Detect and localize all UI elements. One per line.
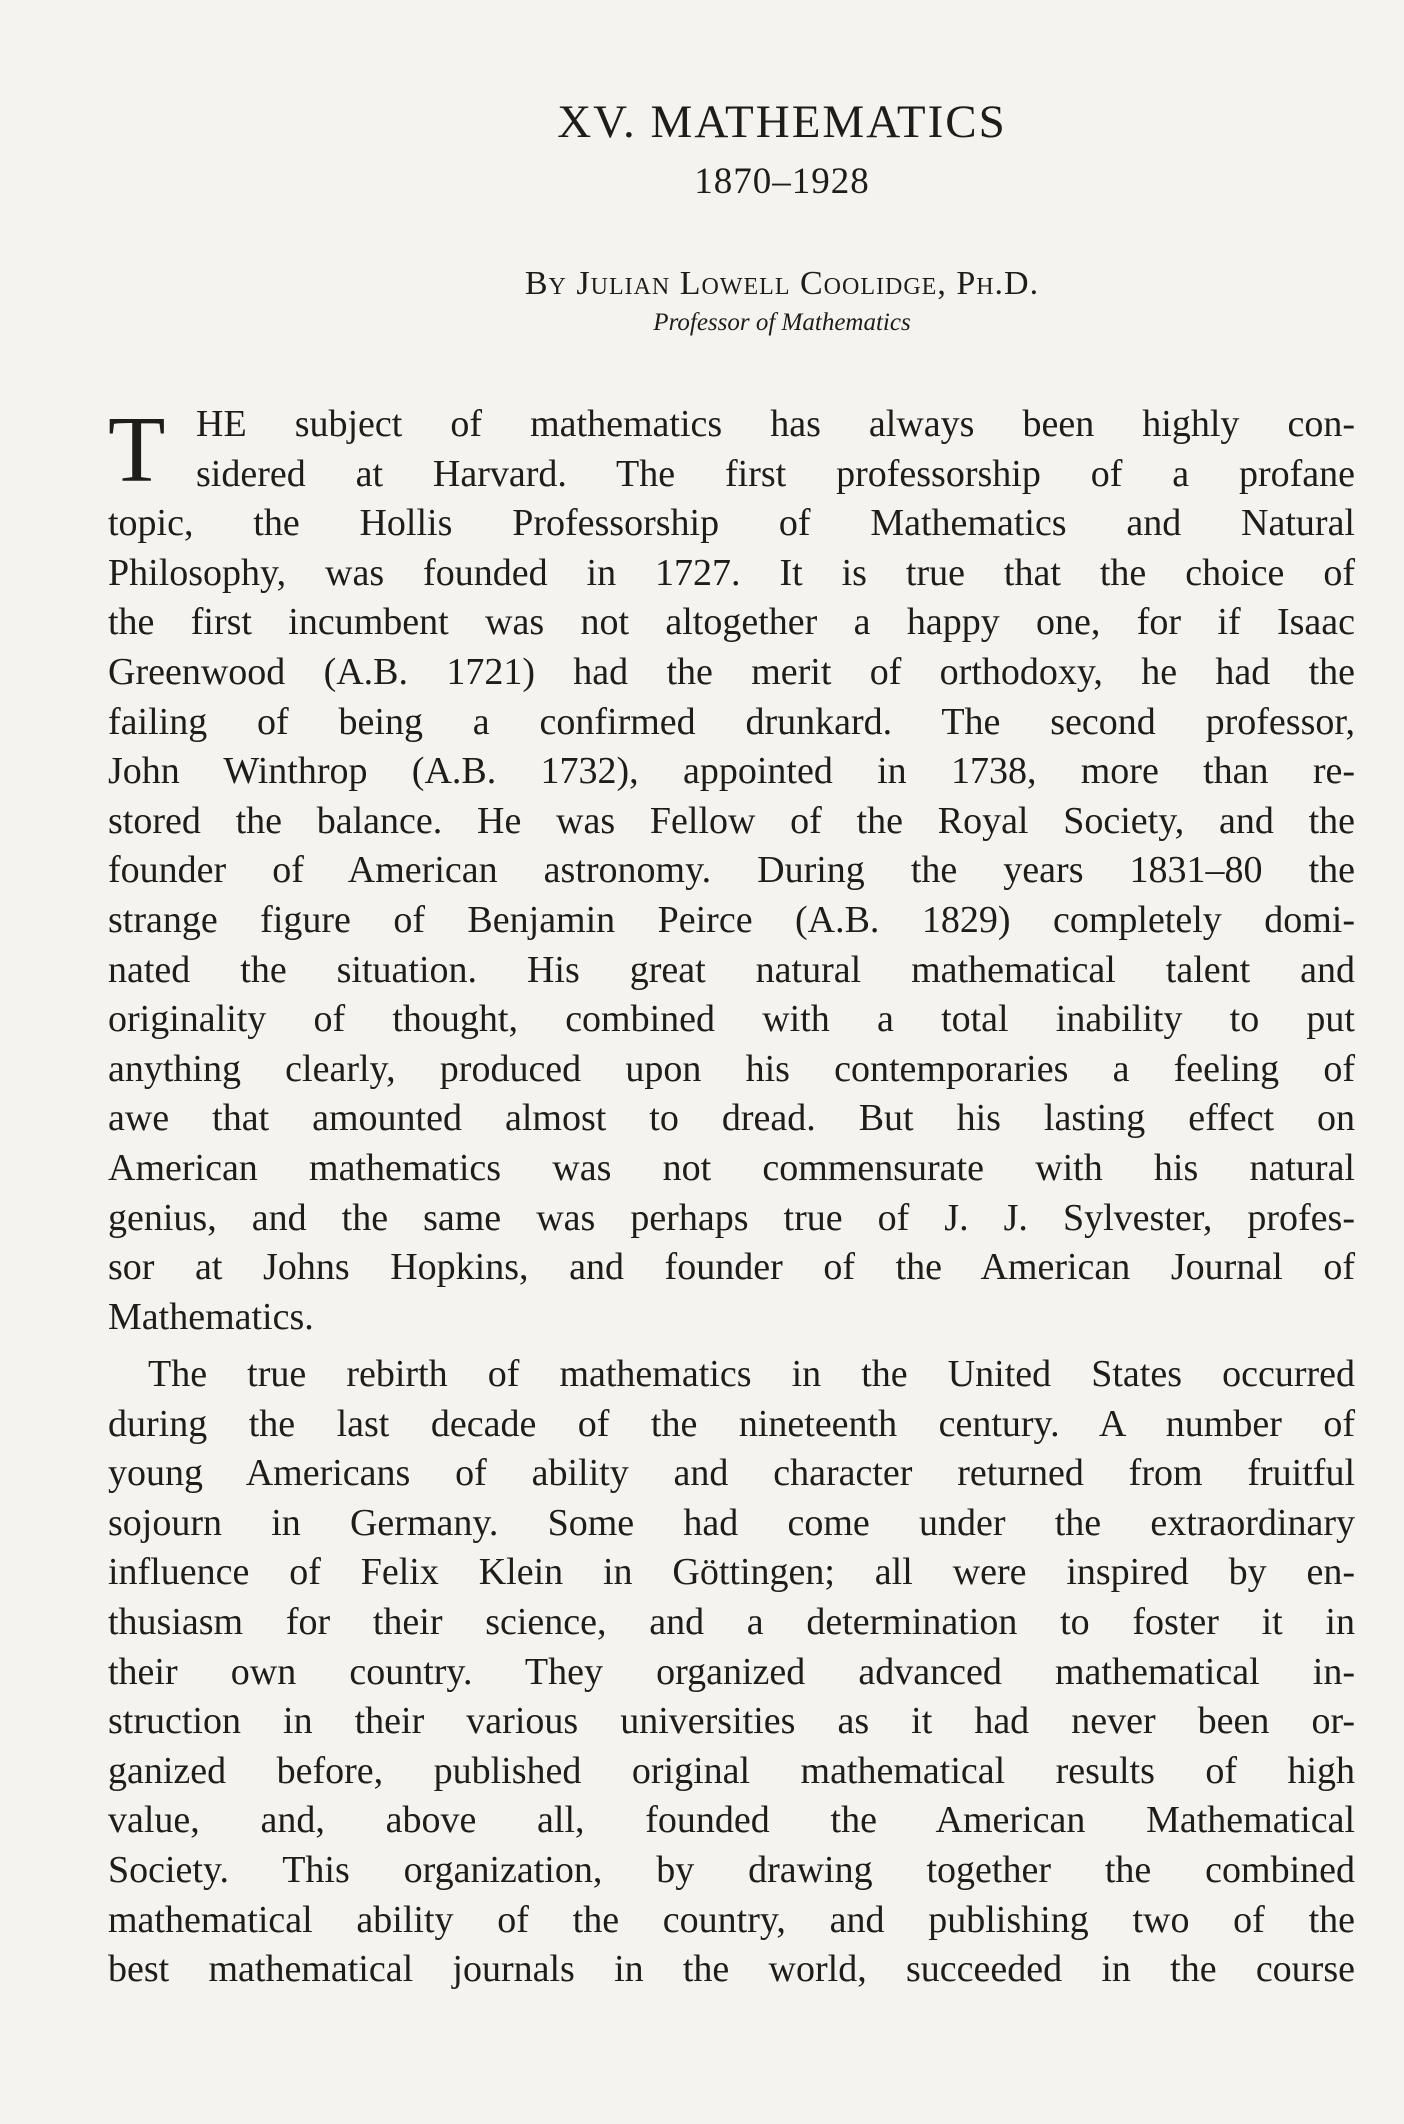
drop-cap: T: [108, 398, 166, 502]
text-line: failing of being a confirmed drunkard. The second professor,: [108, 700, 1355, 743]
text-line: stored the balance. He was Fellow of the Royal Society, and the: [108, 799, 1355, 842]
text-line: The true rebirth of mathematics in the United States occurred: [148, 1353, 1355, 1395]
text-line: Mathematics.: [108, 1295, 314, 1338]
text-line: their own country. They organized advanced mathematical in-: [108, 1650, 1355, 1693]
paragraph-2: [108, 1350, 1355, 1995]
text-line: best mathematical journals in the world, succeeded in the course: [108, 1948, 1355, 1991]
text-line: Greenwood (A.B. 1721) had the merit of orthodoxy, he had the: [108, 650, 1355, 693]
text-line: young Americans of ability and character returned from fruitful: [108, 1452, 1355, 1495]
text-line: John Winthrop (A.B. 1732), appointed in 1738, more than re-: [108, 750, 1355, 793]
text-line: ganized before, published original mathematical results of high: [108, 1749, 1355, 1792]
text-line: nated the situation. His great natural mathematical talent and: [108, 948, 1355, 991]
text-line: genius, and the same was perhaps true of J. J. Sylvester, profes-: [108, 1196, 1355, 1239]
text-line: originality of thought, combined with a total inability to put: [108, 998, 1355, 1041]
text-line: strange figure of Benjamin Peirce (A.B. 1829) completely domi-: [108, 898, 1355, 941]
text-line: sojourn in Germany. Some had come under the extraordinary: [108, 1501, 1355, 1544]
text-line: Society. This organization, by drawing together the combined: [108, 1848, 1355, 1891]
text-line: founder of American astronomy. During the years 1831–80 the: [108, 849, 1355, 892]
chapter-date-range: 1870–1928: [694, 161, 870, 202]
text-line: HE subject of mathematics has always been highly con-: [196, 403, 1355, 445]
text-line: during the last decade of the nineteenth century. A number of: [108, 1402, 1355, 1445]
text-line: topic, the Hollis Professorship of Mathematics and Natural: [108, 502, 1355, 545]
text-line: the first incumbent was not altogether a happy one, for if Isaac: [108, 601, 1355, 644]
text-line: awe that amounted almost to dread. But his lasting effect on: [108, 1097, 1355, 1140]
text-line: sidered at Harvard. The first professorship of a profane: [196, 452, 1355, 495]
chapter-title: XV. MATHEMATICS: [557, 96, 1007, 148]
text-line: mathematical ability of the country, and publishing two of the: [108, 1898, 1355, 1941]
text-line: struction in their various universities as it had never been or-: [108, 1700, 1355, 1743]
text-line: value, and, above all, founded the American Mathematical: [108, 1799, 1355, 1842]
text-line: anything clearly, produced upon his contemporaries a feeling of: [108, 1047, 1355, 1090]
author-role: Professor of Mathematics: [653, 309, 911, 336]
text-line: influence of Felix Klein in Göttingen; all were inspired by en-: [108, 1551, 1355, 1594]
text-line: American mathematics was not commensurate with his natural: [108, 1146, 1355, 1189]
text-line: sor at Johns Hopkins, and founder of the American Journal of: [108, 1246, 1355, 1289]
text-line: thusiasm for their science, and a determination to foster it in: [108, 1600, 1355, 1643]
text-line: Philosophy, was founded in 1727. It is true that the choice of: [108, 551, 1355, 594]
author-byline: By Julian Lowell Coolidge, Ph.D.: [524, 265, 1040, 302]
paragraph-1: [108, 400, 1355, 1342]
